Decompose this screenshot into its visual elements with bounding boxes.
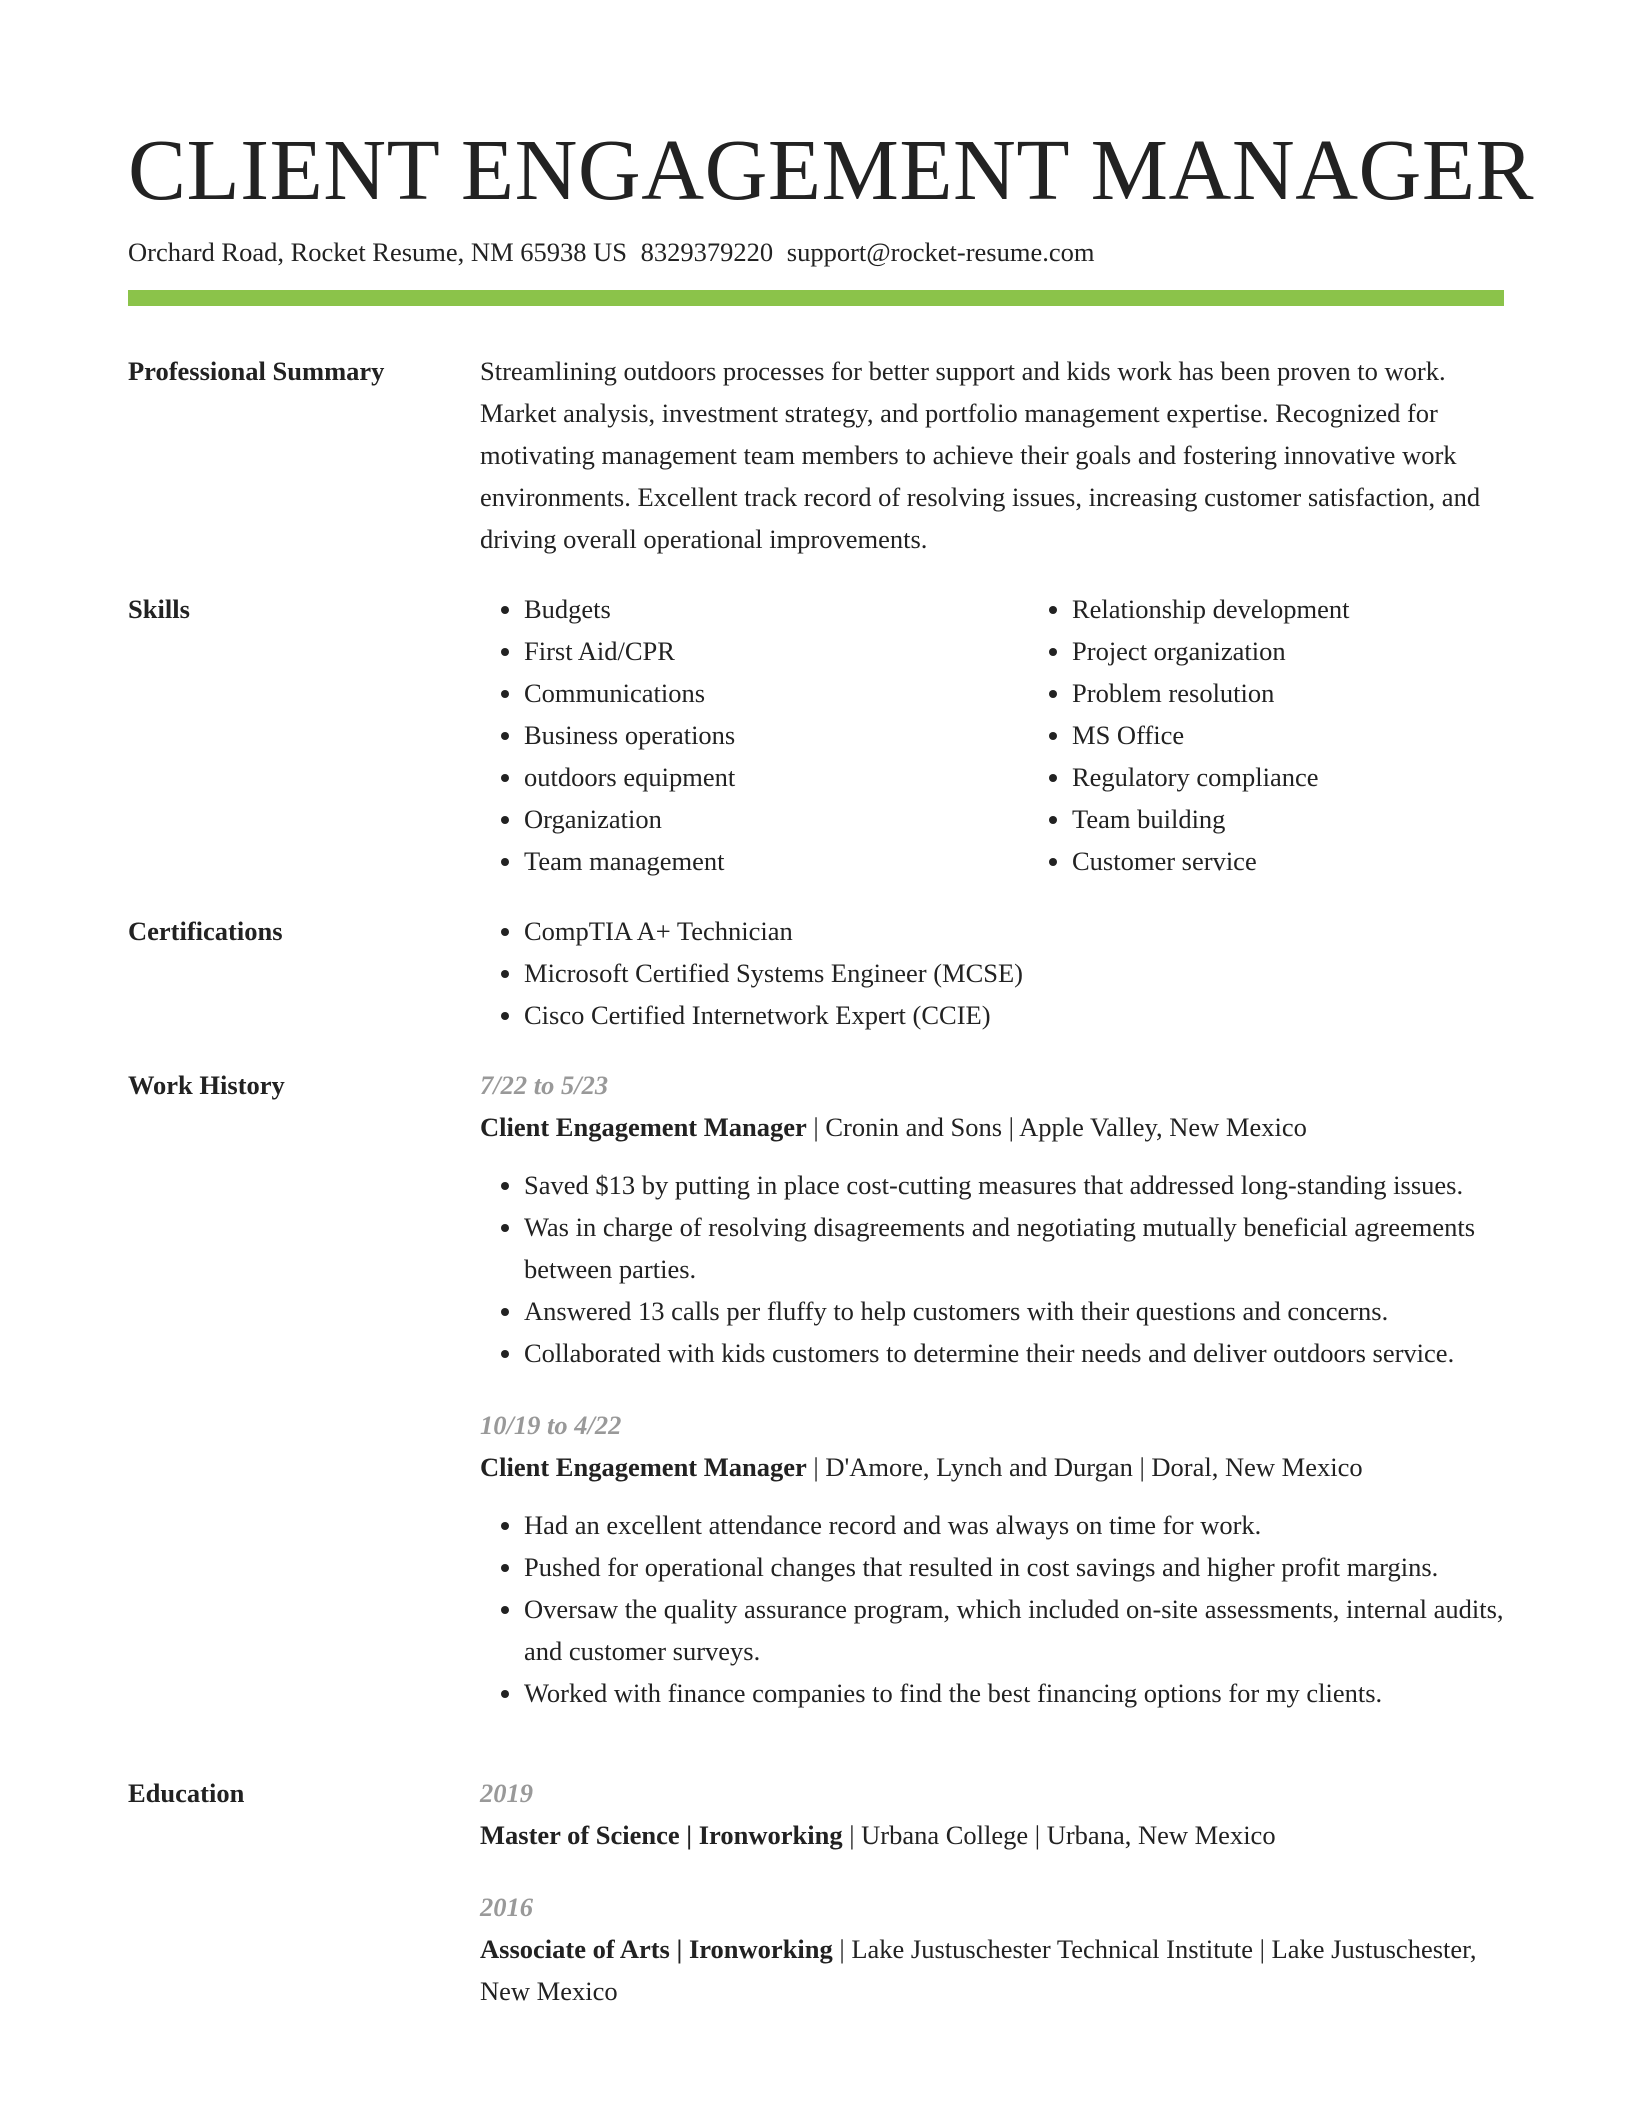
job-bullets: [480, 1504, 1504, 1714]
education-year: 2019: [480, 1778, 533, 1808]
skill-item: • Project organization: [1072, 630, 1576, 672]
education-degree: Master of Science | Ironworking: [480, 1820, 843, 1850]
skill-item: • Team building: [1072, 798, 1576, 840]
skill-item: • Communications: [524, 672, 1028, 714]
education-details: | Urbana College | Urbana, New Mexico: [842, 1820, 1276, 1850]
work-history-section: [128, 1064, 1504, 1744]
education-section: [128, 1772, 1504, 2042]
job-title: Client Engagement Manager: [480, 1112, 807, 1142]
education-degree: Associate of Arts | Ironworking: [480, 1934, 833, 1964]
job-heading: [480, 1446, 1504, 1488]
job-dates: 10/19 to 4/22: [480, 1410, 622, 1440]
skill-item: • First Aid/CPR: [524, 630, 1028, 672]
job-heading: [480, 1106, 1504, 1148]
job-title: Client Engagement Manager: [480, 1452, 807, 1482]
accent-divider: [128, 290, 1504, 306]
section-title-summary: Professional Summary: [128, 356, 385, 386]
job-bullets: [480, 1164, 1504, 1374]
skill-item: • Budgets: [524, 588, 1028, 630]
job-bullet: • Saved $13 by putting in place cost-cutting measures that addressed long-standing issues.: [524, 1164, 1504, 1206]
job-bullet: • Collaborated with kids customers to determine their needs and deliver outdoors service.: [524, 1332, 1504, 1374]
education-entry: [480, 1886, 1504, 2012]
contact-line: [128, 234, 1504, 270]
education-heading: [480, 1928, 1504, 2012]
skill-item: • Problem resolution: [1072, 672, 1576, 714]
job-details: | Cronin and Sons | Apple Valley, New Mexico: [806, 1112, 1307, 1142]
job-bullet: • Oversaw the quality assurance program, which included on-site assessments, internal audits, and customer surveys.: [524, 1588, 1504, 1672]
contact-phone: 8329379220: [640, 237, 774, 267]
skill-item: • Customer service: [1072, 840, 1576, 882]
job-dates: 7/22 to 5/23: [480, 1070, 609, 1100]
skills-list-right: [1028, 588, 1576, 882]
skill-item: • Regulatory compliance: [1072, 756, 1576, 798]
job-bullet: • Answered 13 calls per fluffy to help customers with their questions and concerns.: [524, 1290, 1504, 1332]
certification-item: • Microsoft Certified Systems Engineer (MCSE): [524, 952, 1504, 994]
certification-item: • CompTIA A+ Technician: [524, 910, 1504, 952]
certifications-section: [128, 910, 1504, 1036]
certification-item: • Cisco Certified Internetwork Expert (CCIE): [524, 994, 1504, 1036]
education-year: 2016: [480, 1892, 533, 1922]
job-entry: [480, 1064, 1504, 1374]
education-heading: [480, 1814, 1504, 1856]
skills-grid: [480, 588, 1576, 882]
skill-item: • Business operations: [524, 714, 1028, 756]
skill-item: • MS Office: [1072, 714, 1576, 756]
skill-item: • Relationship development: [1072, 588, 1576, 630]
section-title-skills: Skills: [128, 594, 190, 624]
job-bullet: • Worked with finance companies to find the best financing options for my clients.: [524, 1672, 1504, 1714]
skill-item: • Team management: [524, 840, 1028, 882]
section-title-work: Work History: [128, 1070, 285, 1100]
certifications-list: [480, 910, 1504, 1036]
education-entry: [480, 1772, 1504, 1856]
summary-text: Streamlining outdoors processes for better support and kids work has been proven to work. Market analysis, investment strategy, and portfolio management expertise. Recognized for motivating management team members to achieve their goals and fostering innovative work environments. Excellent track record of resolving issues, increasing customer satisfaction, and driving overall operational improvements.: [480, 356, 1481, 554]
summary-section: [128, 350, 1504, 560]
section-title-certifications: Certifications: [128, 916, 283, 946]
resume-title: CLIENT ENGAGEMENT MANAGER: [128, 121, 1535, 218]
job-bullet: • Pushed for operational changes that resulted in cost savings and higher profit margins.: [524, 1546, 1504, 1588]
contact-address: Orchard Road, Rocket Resume, NM 65938 US: [128, 237, 628, 267]
job-bullet: • Was in charge of resolving disagreements and negotiating mutually beneficial agreements between parties.: [524, 1206, 1504, 1290]
education-details: | Lake Justuschester Technical Institute | Lake Justuschester, New Mexico: [480, 1934, 1477, 2006]
job-bullet: • Had an excellent attendance record and was always on time for work.: [524, 1504, 1504, 1546]
skill-item: • outdoors equipment: [524, 756, 1028, 798]
job-details: | D'Amore, Lynch and Durgan | Doral, New Mexico: [806, 1452, 1363, 1482]
skills-section: [128, 588, 1504, 882]
job-entry: [480, 1404, 1504, 1714]
contact-email: support@rocket-resume.com: [786, 237, 1095, 267]
skills-list-left: [480, 588, 1028, 882]
skill-item: • Organization: [524, 798, 1028, 840]
section-title-education: Education: [128, 1778, 245, 1808]
